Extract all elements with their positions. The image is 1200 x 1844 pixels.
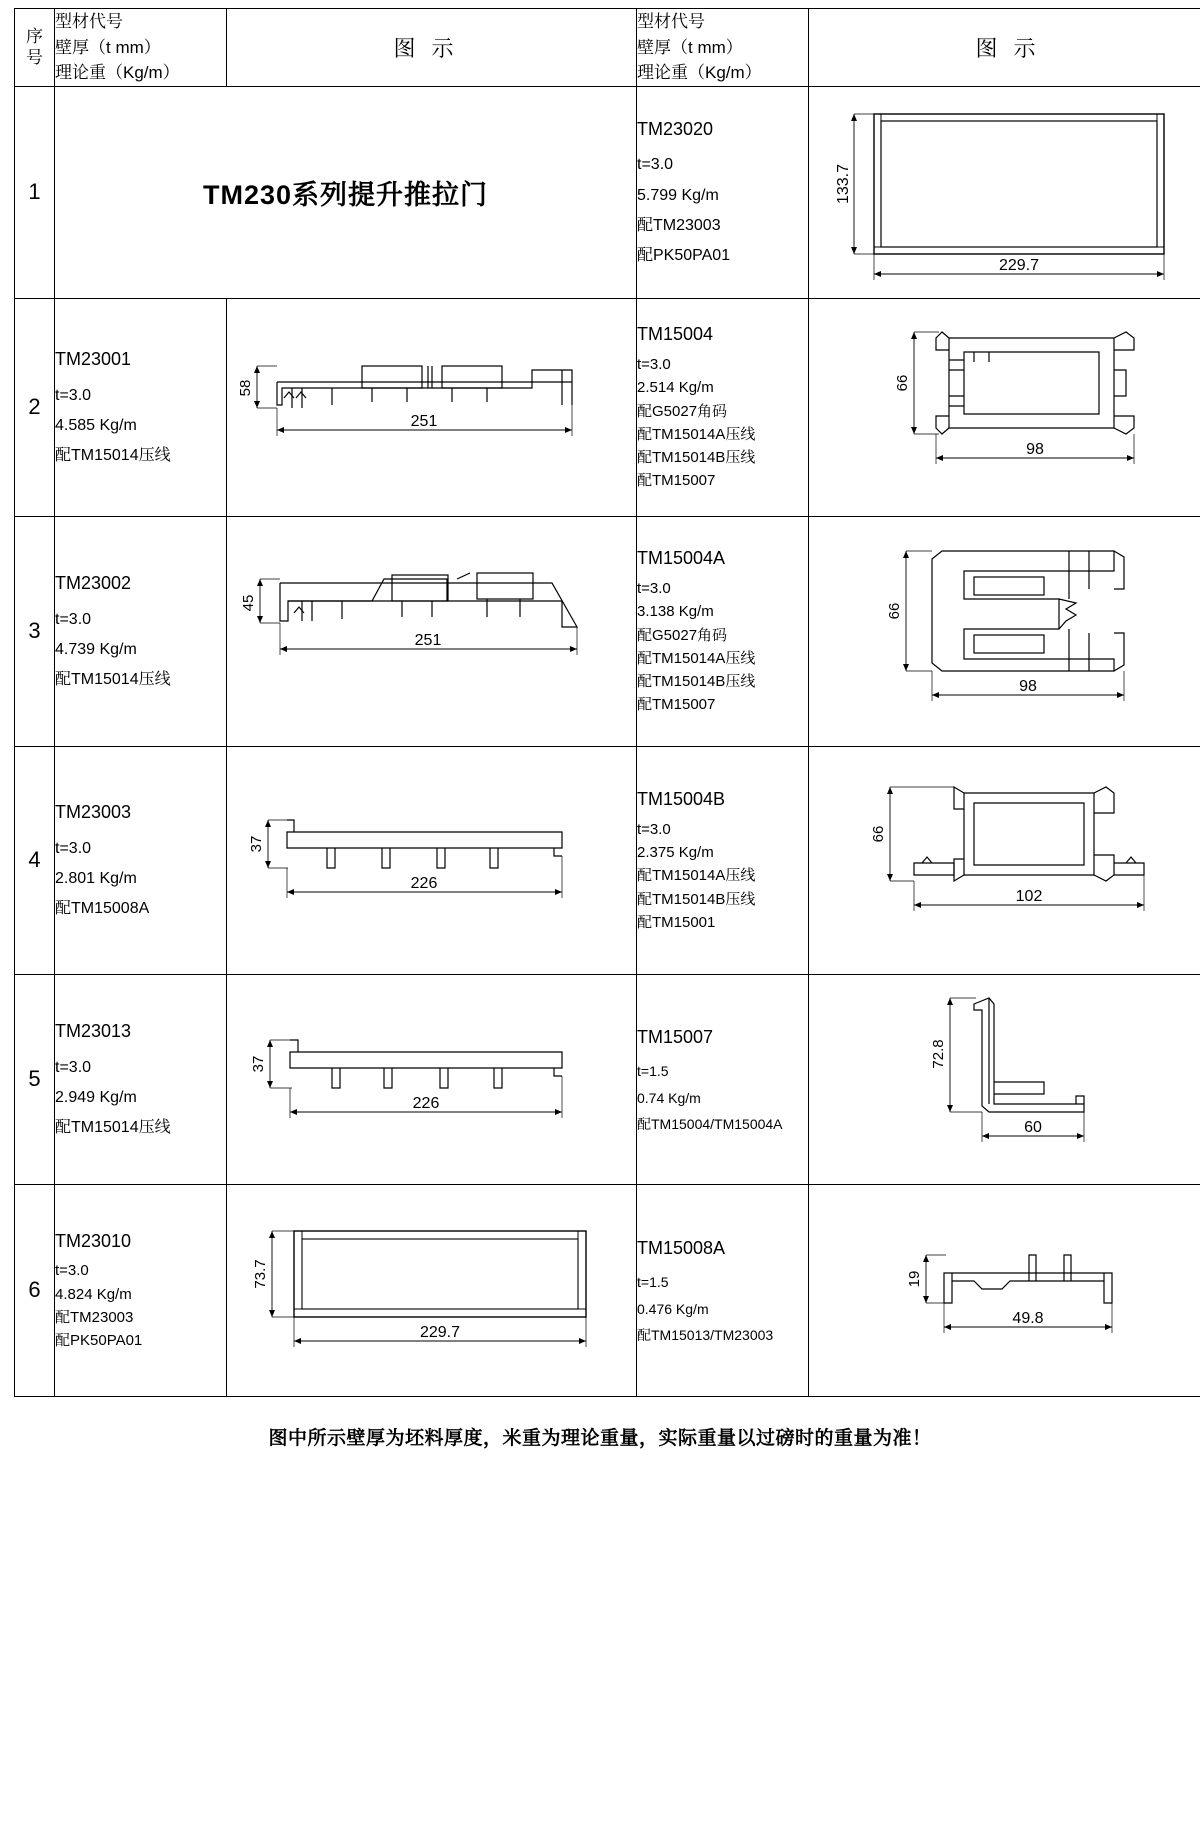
profile-accessory: 配TM15008A bbox=[55, 900, 150, 918]
profile-info bbox=[55, 516, 227, 746]
dimension-height: 37 bbox=[249, 1055, 267, 1073]
header-info-line3: 理论重（Kg/m） bbox=[637, 63, 762, 82]
profile-thickness: t=3.0 bbox=[637, 580, 671, 598]
profile-accessory: 配TM15001 bbox=[637, 913, 716, 931]
profile-accessory: 配G5027角码 bbox=[637, 402, 728, 420]
table-row bbox=[15, 298, 1200, 516]
dimension-height: 73.7 bbox=[251, 1259, 269, 1289]
profile-weight: 4.739 Kg/m bbox=[55, 640, 137, 658]
profile-thickness: t=3.0 bbox=[55, 1262, 89, 1280]
profile-thickness: t=1.5 bbox=[637, 1063, 669, 1080]
profile-info bbox=[637, 1184, 809, 1396]
header-index-line2: 号 bbox=[26, 48, 43, 68]
profile-info bbox=[55, 746, 227, 974]
profile-weight: 2.949 Kg/m bbox=[55, 1088, 137, 1106]
dimension-height: 58 bbox=[236, 379, 254, 396]
profile-info bbox=[637, 974, 809, 1184]
profile-info bbox=[55, 298, 227, 516]
dimension-height: 66 bbox=[869, 825, 887, 842]
header-index bbox=[15, 9, 55, 87]
figure-rect-hollow bbox=[809, 92, 1200, 292]
table-row bbox=[15, 1184, 1200, 1396]
profile-weight: 4.824 Kg/m bbox=[55, 1285, 132, 1303]
dimension-width: 251 bbox=[414, 632, 441, 649]
header-info-right bbox=[637, 9, 809, 87]
header-info-left bbox=[55, 9, 227, 87]
profile-code: TM23010 bbox=[55, 1230, 132, 1251]
header-info-line2: 壁厚（t mm） bbox=[637, 37, 743, 57]
dimension-height: 66 bbox=[893, 374, 911, 391]
profile-accessory: 配TM15014压线 bbox=[55, 671, 171, 689]
table-row bbox=[15, 86, 1200, 298]
row-index: 6 bbox=[15, 1184, 55, 1396]
profile-figure bbox=[809, 516, 1200, 746]
profile-accessory: 配TM15014A压线 bbox=[637, 425, 756, 443]
profile-info bbox=[637, 298, 809, 516]
row-index: 2 bbox=[15, 298, 55, 516]
header-info-line2: 壁厚（t mm） bbox=[55, 37, 161, 57]
dimension-width: 229.7 bbox=[998, 257, 1039, 274]
profile-code: TM23013 bbox=[55, 1021, 132, 1042]
profile-thickness: t=1.5 bbox=[637, 1274, 669, 1291]
profile-accessory: 配TM15014压线 bbox=[55, 1119, 171, 1137]
profile-weight: 3.138 Kg/m bbox=[637, 603, 714, 621]
profile-info bbox=[637, 746, 809, 974]
dimension-height: 45 bbox=[239, 594, 257, 612]
profile-accessory: 配TM15014B压线 bbox=[637, 673, 756, 691]
figure-sill-flat bbox=[227, 310, 636, 505]
profile-thickness: t=3.0 bbox=[55, 610, 92, 628]
profile-weight: 4.585 Kg/m bbox=[55, 416, 137, 434]
dimension-width: 102 bbox=[1015, 887, 1042, 905]
profile-code: TM23020 bbox=[637, 119, 714, 140]
profile-info bbox=[637, 86, 809, 298]
profile-thickness: t=3.0 bbox=[55, 1058, 92, 1076]
figure-frame-66-102 bbox=[809, 763, 1200, 958]
profile-accessory: 配PK50PA01 bbox=[55, 1332, 143, 1350]
figure-press-strip bbox=[809, 1203, 1200, 1378]
profile-info bbox=[55, 1184, 227, 1396]
figure-rect-hollow2 bbox=[227, 1195, 636, 1385]
header-info-line1: 型材代号 bbox=[637, 12, 705, 31]
profile-thickness: t=3.0 bbox=[637, 356, 671, 374]
figure-angle-72 bbox=[809, 984, 1200, 1174]
profile-weight: 5.799 Kg/m bbox=[637, 186, 719, 204]
profile-accessory: 配TM15007 bbox=[637, 472, 716, 490]
header-index-line1: 序 bbox=[26, 27, 43, 46]
profile-code: TM23003 bbox=[55, 802, 132, 823]
profile-accessory: 配TM15013/TM23003 bbox=[637, 1327, 774, 1344]
dimension-height: 72.8 bbox=[929, 1039, 947, 1069]
profile-code: TM15007 bbox=[637, 1027, 714, 1048]
profile-accessory: 配TM15007 bbox=[637, 696, 716, 714]
profile-code: TM23001 bbox=[55, 349, 132, 370]
row-index: 5 bbox=[15, 974, 55, 1184]
profile-accessory: 配G5027角码 bbox=[637, 626, 728, 644]
profile-thickness: t=3.0 bbox=[55, 839, 92, 857]
profile-weight: 2.801 Kg/m bbox=[55, 869, 137, 887]
header-figure-right: 图示 bbox=[809, 9, 1200, 87]
figure-flat-rail2 bbox=[227, 994, 636, 1164]
table-row bbox=[15, 974, 1200, 1184]
header-info-line3: 理论重（Kg/m） bbox=[55, 63, 180, 82]
header-figure-left: 图示 bbox=[227, 9, 637, 87]
profile-figure bbox=[227, 746, 637, 974]
profile-figure bbox=[227, 1184, 637, 1396]
profile-code: TM15004 bbox=[637, 324, 714, 345]
profile-accessory: 配TM15014B压线 bbox=[637, 449, 756, 467]
profile-thickness: t=3.0 bbox=[637, 156, 674, 174]
figure-sill-slope bbox=[227, 531, 636, 731]
figure-flat-rail bbox=[227, 770, 636, 950]
footnote: 图中所示壁厚为坯料厚度，米重为理论重量，实际重量以过磅时的重量为准！ bbox=[268, 1427, 932, 1449]
profile-accessory: 配TM15014B压线 bbox=[637, 890, 756, 908]
dimension-height: 19 bbox=[905, 1270, 923, 1287]
dimension-width: 98 bbox=[1018, 677, 1037, 695]
profile-thickness: t=3.0 bbox=[55, 386, 92, 404]
row-index: 4 bbox=[15, 746, 55, 974]
profile-code: TM15008A bbox=[637, 1238, 726, 1259]
profile-figure bbox=[809, 746, 1200, 974]
profile-accessory: 配TM15014A压线 bbox=[637, 649, 756, 667]
profile-code: TM15004B bbox=[637, 788, 726, 809]
row-index: 3 bbox=[15, 516, 55, 746]
dimension-height: 133.7 bbox=[834, 163, 852, 205]
row-index: 1 bbox=[15, 86, 55, 298]
profile-figure bbox=[227, 516, 637, 746]
dimension-width: 98 bbox=[1025, 440, 1044, 458]
dimension-width: 226 bbox=[410, 875, 437, 892]
series-banner: TM230系列提升推拉门 bbox=[55, 86, 637, 298]
dimension-height: 37 bbox=[247, 835, 265, 853]
profile-figure bbox=[809, 974, 1200, 1184]
profile-info bbox=[55, 974, 227, 1184]
profile-weight: 0.74 Kg/m bbox=[637, 1089, 701, 1106]
profile-accessory: 配TM15014A压线 bbox=[637, 867, 756, 885]
profile-figure bbox=[809, 1184, 1200, 1396]
dimension-width: 60 bbox=[1023, 1119, 1042, 1136]
profile-code: TM23002 bbox=[55, 573, 132, 594]
table-header-row bbox=[15, 9, 1200, 87]
dimension-width: 49.8 bbox=[1011, 1309, 1044, 1327]
profile-code: TM15004A bbox=[637, 548, 726, 569]
profile-thickness: t=3.0 bbox=[637, 820, 671, 838]
header-info-line1: 型材代号 bbox=[55, 12, 123, 31]
profile-weight: 0.476 Kg/m bbox=[637, 1300, 709, 1317]
dimension-width: 251 bbox=[410, 412, 437, 430]
profile-figure bbox=[227, 974, 637, 1184]
profile-accessory: 配TM23003 bbox=[55, 1308, 134, 1326]
profile-accessory: 配TM15004/TM15004A bbox=[637, 1116, 783, 1133]
profile-info bbox=[637, 516, 809, 746]
profile-accessory: 配TM15014压线 bbox=[55, 447, 171, 465]
dimension-height: 66 bbox=[885, 602, 903, 619]
profile-weight: 2.514 Kg/m bbox=[637, 379, 714, 397]
profile-accessory: 配TM23003 bbox=[637, 217, 721, 235]
profile-accessory: 配PK50PA01 bbox=[637, 247, 731, 265]
figure-frame-66-98b bbox=[809, 529, 1200, 734]
profile-figure bbox=[227, 298, 637, 516]
table-row bbox=[15, 746, 1200, 974]
profile-figure bbox=[809, 86, 1200, 298]
profile-weight: 2.375 Kg/m bbox=[637, 844, 714, 862]
dimension-width: 226 bbox=[412, 1095, 439, 1112]
figure-frame-66-98 bbox=[809, 310, 1200, 505]
dimension-width: 229.7 bbox=[419, 1324, 460, 1341]
profile-spec-table bbox=[14, 8, 1200, 1397]
table-row bbox=[15, 516, 1200, 746]
profile-figure bbox=[809, 298, 1200, 516]
